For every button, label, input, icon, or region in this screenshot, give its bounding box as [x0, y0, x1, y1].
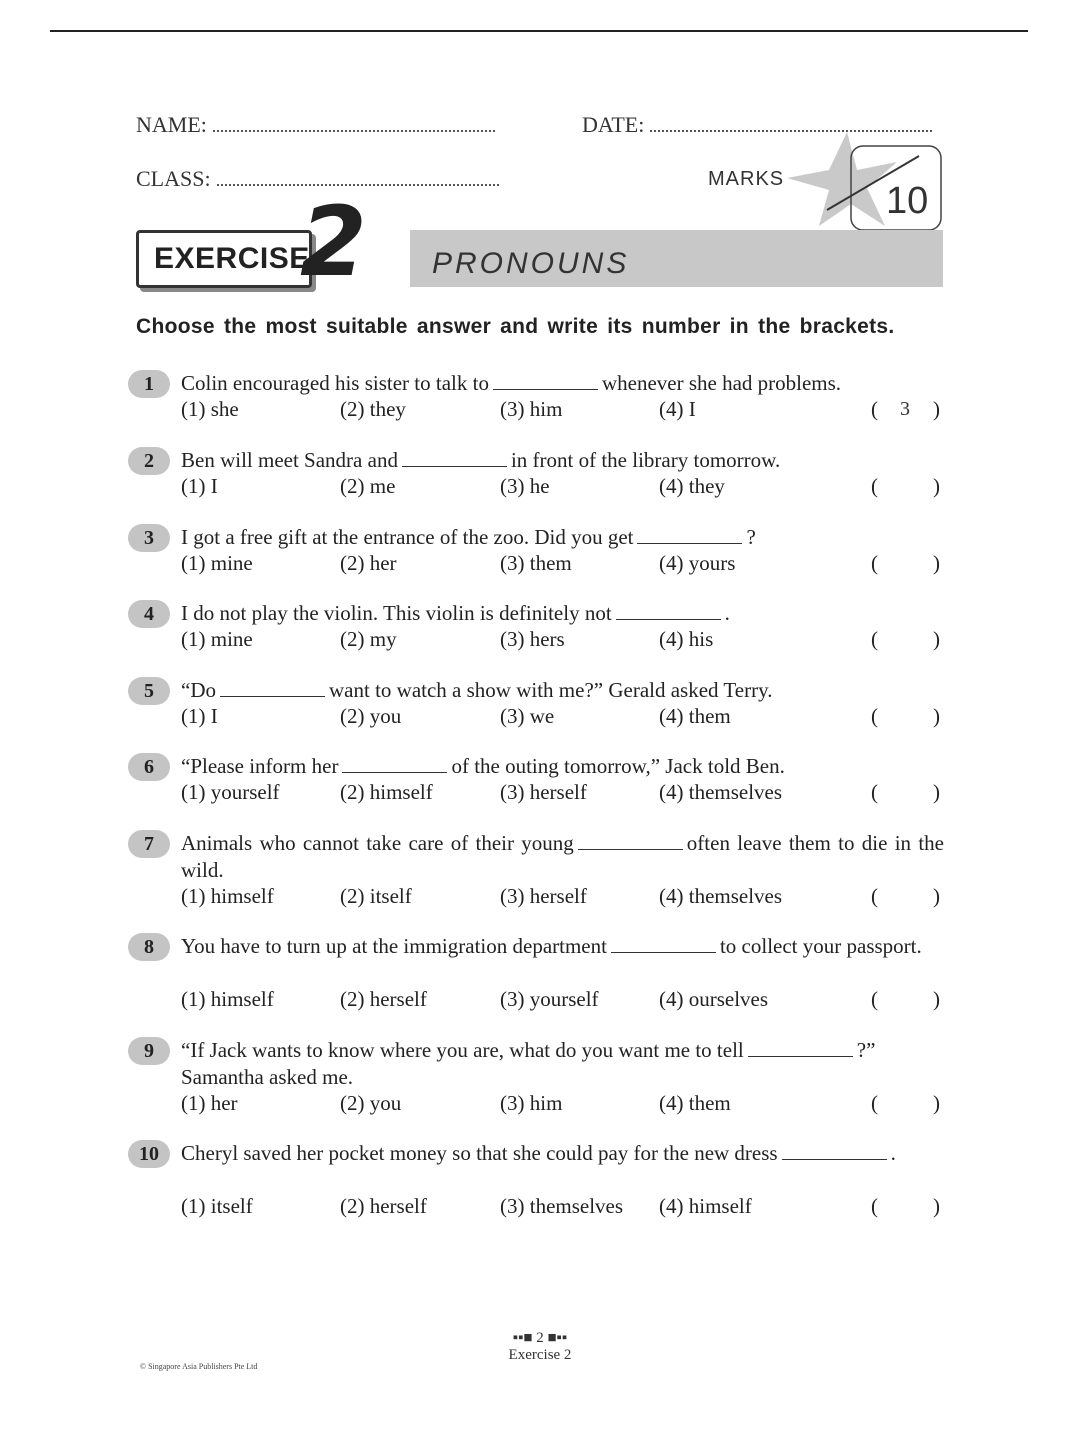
question-text-after: in front of the library tomorrow. — [510, 448, 781, 472]
answer-bracket-close: ) — [933, 397, 940, 421]
answer-bracket-open: ( — [871, 551, 878, 575]
option-2[interactable]: (2) you — [340, 704, 402, 728]
option-2[interactable]: (2) herself — [340, 1194, 427, 1218]
option-2[interactable]: (2) my — [340, 627, 397, 651]
answer-blank[interactable] — [611, 934, 716, 953]
option-1[interactable]: (1) himself — [181, 987, 274, 1011]
date-line[interactable] — [650, 112, 932, 132]
answer-blank[interactable] — [220, 678, 325, 697]
question-text-before: Colin encouraged his sister to talk to — [181, 371, 489, 395]
answer-bracket-open: ( — [871, 884, 878, 908]
answer-bracket-open: ( — [871, 987, 878, 1011]
question-text-after: want to watch a show with me?” Gerald asked Terry. — [329, 678, 773, 702]
class-line[interactable] — [217, 166, 499, 186]
option-4[interactable]: (4) yours — [659, 551, 736, 575]
topic-title: PRONOUNS — [432, 247, 630, 280]
question-text-before: Ben will meet Sandra and — [181, 448, 398, 472]
answer-bracket-close: ) — [933, 780, 940, 804]
question-number: 5 — [128, 677, 170, 705]
question-number: 2 — [128, 447, 170, 475]
answer-blank[interactable] — [637, 525, 742, 544]
option-1[interactable]: (1) yourself — [181, 780, 280, 804]
answer-bracket-close: ) — [933, 987, 940, 1011]
question-text-before: “If Jack wants to know where you are, what do you want me to tell — [181, 1038, 744, 1062]
option-3[interactable]: (3) him — [500, 1091, 563, 1115]
page-marker-right-icon: ■▪▪ — [543, 1330, 568, 1346]
instruction: Choose the most suitable answer and write its number in the brackets. — [136, 315, 895, 338]
answer-blank[interactable] — [748, 1038, 853, 1057]
option-3[interactable]: (3) herself — [500, 884, 587, 908]
name-label: NAME: — [136, 112, 207, 137]
name-line[interactable] — [213, 112, 495, 132]
option-3[interactable]: (3) themselves — [500, 1194, 624, 1218]
question-text-before: Cheryl saved her pocket money so that she could pay for the new dress — [181, 1141, 778, 1165]
option-4[interactable]: (4) they — [659, 474, 725, 498]
question-text-before: Animals who cannot take care of their young — [181, 831, 574, 855]
question-text-after: to collect your passport. — [719, 934, 922, 958]
question-text-after: often leave them to die in the wild. — [181, 831, 944, 882]
answer-bracket-close: ) — [933, 1194, 940, 1218]
question-number: 3 — [128, 524, 170, 552]
class-label: CLASS: — [136, 166, 211, 191]
answer-bracket-close: ) — [933, 884, 940, 908]
question-text-before: You have to turn up at the immigration department — [181, 934, 607, 958]
option-3[interactable]: (3) them — [500, 551, 572, 575]
question-text-after: . — [724, 601, 730, 625]
copyright: © Singapore Asia Publishers Pte Ltd — [140, 1362, 258, 1371]
exercise-word: EXERCISE — [154, 242, 310, 275]
answer-blank[interactable] — [578, 831, 683, 850]
question-text — [181, 600, 944, 627]
answer-blank[interactable] — [493, 371, 598, 390]
answer-value[interactable]: 3 — [900, 398, 910, 420]
option-2[interactable]: (2) itself — [340, 884, 412, 908]
question-text-after: whenever she had problems. — [601, 371, 842, 395]
answer-blank[interactable] — [616, 601, 721, 620]
option-1[interactable]: (1) she — [181, 397, 239, 421]
question-text-before: “Do — [181, 678, 216, 702]
answer-bracket-open: ( — [871, 780, 878, 804]
option-1[interactable]: (1) itself — [181, 1194, 253, 1218]
question-text — [181, 370, 944, 397]
option-4[interactable]: (4) his — [659, 627, 714, 651]
question-number: 9 — [128, 1037, 170, 1065]
option-3[interactable]: (3) we — [500, 704, 555, 728]
question-number: 6 — [128, 753, 170, 781]
option-4[interactable]: (4) them — [659, 1091, 731, 1115]
option-1[interactable]: (1) I — [181, 704, 218, 728]
answer-bracket-open: ( — [871, 704, 878, 728]
question-text-after: ? — [746, 525, 756, 549]
answer-bracket-open: ( — [871, 1194, 878, 1218]
option-3[interactable]: (3) him — [500, 397, 563, 421]
option-1[interactable]: (1) her — [181, 1091, 238, 1115]
option-4[interactable]: (4) I — [659, 397, 696, 421]
date-label: DATE: — [582, 112, 645, 137]
answer-bracket-open: ( — [871, 474, 878, 498]
question-text-after: ?” Samantha asked me. — [181, 1038, 876, 1089]
question-text-before: I do not play the violin. This violin is definitely not — [181, 601, 612, 625]
marks-label: MARKS — [708, 168, 785, 190]
option-2[interactable]: (2) they — [340, 397, 406, 421]
option-3[interactable]: (3) herself — [500, 780, 587, 804]
answer-blank[interactable] — [782, 1141, 887, 1160]
footer-exercise-label: Exercise 2 — [508, 1347, 572, 1363]
answer-bracket-close: ) — [933, 1091, 940, 1115]
page-marker-left-icon: ▪▪■ — [512, 1330, 537, 1346]
question-number: 1 — [128, 370, 170, 398]
option-1[interactable]: (1) I — [181, 474, 218, 498]
page-number-value: 2 — [536, 1330, 544, 1346]
option-4[interactable]: (4) ourselves — [659, 987, 769, 1011]
option-2[interactable]: (2) her — [340, 551, 397, 575]
question-text — [181, 447, 944, 474]
question-number: 7 — [128, 830, 170, 858]
option-2[interactable]: (2) herself — [340, 987, 427, 1011]
question-text — [181, 1140, 944, 1167]
question-text-before: “Please inform her — [181, 754, 339, 778]
option-3[interactable]: (3) yourself — [500, 987, 599, 1011]
question-text — [181, 830, 944, 884]
question-text — [181, 677, 944, 704]
answer-bracket-open: ( — [871, 627, 878, 651]
answer-blank[interactable] — [402, 448, 507, 467]
question-text — [181, 933, 944, 960]
option-2[interactable]: (2) you — [340, 1091, 402, 1115]
answer-bracket-close: ) — [933, 627, 940, 651]
answer-blank[interactable] — [342, 754, 447, 773]
option-3[interactable]: (3) hers — [500, 627, 565, 651]
option-1[interactable]: (1) himself — [181, 884, 274, 908]
answer-bracket-close: ) — [933, 474, 940, 498]
option-2[interactable]: (2) me — [340, 474, 396, 498]
question-text-before: I got a free gift at the entrance of the zoo. Did you get — [181, 525, 634, 549]
option-3[interactable]: (3) he — [500, 474, 550, 498]
option-4[interactable]: (4) themselves — [659, 884, 783, 908]
question-text-after: of the outing tomorrow,” Jack told Ben. — [451, 754, 785, 778]
question-text — [181, 1037, 944, 1091]
answer-bracket-open: ( — [871, 397, 878, 421]
top-rule — [50, 30, 1028, 32]
option-1[interactable]: (1) mine — [181, 627, 253, 651]
answer-bracket-close: ) — [933, 551, 940, 575]
exercise-number: 2 — [300, 186, 367, 298]
marks-total: 10 — [886, 180, 929, 222]
question-text — [181, 753, 944, 780]
answer-bracket-open: ( — [871, 1091, 878, 1115]
name-field[interactable] — [136, 112, 495, 138]
option-4[interactable]: (4) themselves — [659, 780, 783, 804]
answer-bracket-close: ) — [933, 704, 940, 728]
page-number — [0, 1330, 1080, 1347]
option-4[interactable]: (4) himself — [659, 1194, 752, 1218]
option-4[interactable]: (4) them — [659, 704, 731, 728]
question-number: 4 — [128, 600, 170, 628]
option-1[interactable]: (1) mine — [181, 551, 253, 575]
question-number: 8 — [128, 933, 170, 961]
option-2[interactable]: (2) himself — [340, 780, 433, 804]
question-text-after: . — [890, 1141, 896, 1165]
question-text — [181, 524, 944, 551]
question-number: 10 — [128, 1140, 170, 1168]
